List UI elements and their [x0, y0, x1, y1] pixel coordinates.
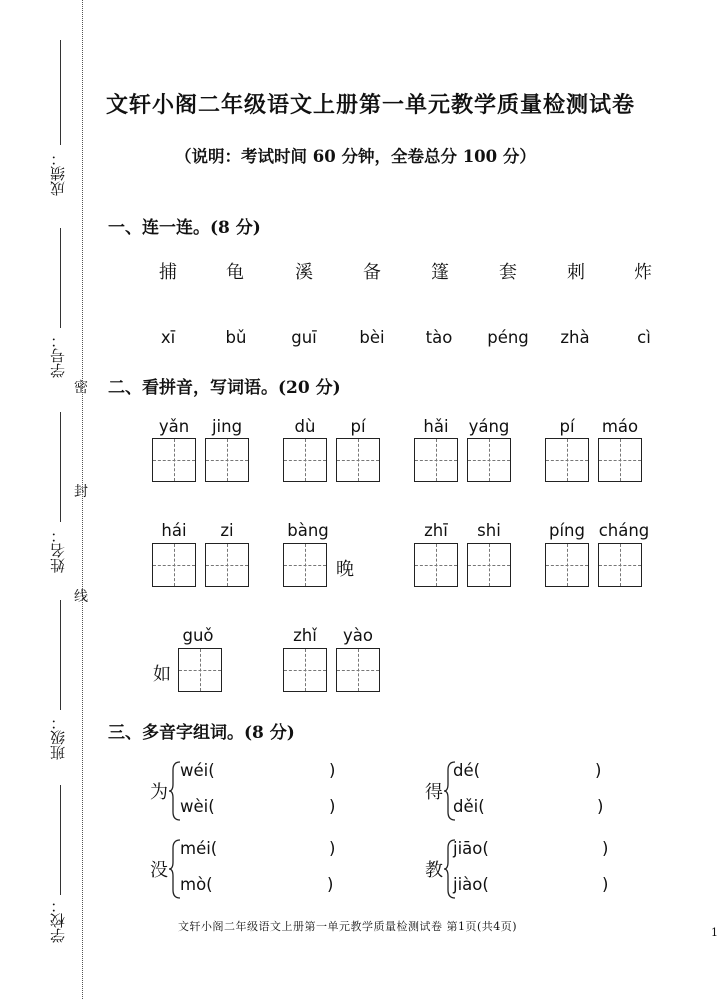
- writing-box[interactable]: [467, 438, 511, 482]
- writing-box[interactable]: [152, 543, 196, 587]
- pinyin-label: yào: [343, 626, 373, 645]
- writing-box[interactable]: [178, 648, 222, 692]
- margin-line: [60, 228, 61, 328]
- char-item: 刺: [567, 262, 585, 283]
- pinyin-item: bèi: [359, 328, 385, 347]
- pinyin-label: cháng: [598, 521, 650, 540]
- char-item: 套: [499, 262, 517, 283]
- pinyin-item: cì: [637, 328, 651, 347]
- polyphone-item: wèi(: [180, 797, 215, 816]
- polyphone-item: wéi(: [180, 761, 215, 780]
- word-prefix: 如: [153, 664, 171, 685]
- seal-mi: 密: [74, 380, 88, 396]
- school-label: 学校：: [49, 898, 67, 944]
- writing-box[interactable]: [467, 543, 511, 587]
- pinyin-item: zhà: [560, 328, 590, 347]
- writing-box[interactable]: [414, 438, 458, 482]
- pinyin-label: yáng: [468, 417, 510, 436]
- pinyin-label: guǒ: [182, 626, 214, 645]
- pinyin-label: bàng: [287, 521, 329, 540]
- polyphone-char: 为: [150, 782, 168, 803]
- close-paren: ): [329, 839, 336, 858]
- section1-heading: 一、连一连。(8 分): [108, 218, 261, 238]
- polyphone-item: mò(: [180, 875, 213, 894]
- writing-box[interactable]: [545, 438, 589, 482]
- pinyin-item: bǔ: [225, 328, 247, 347]
- pinyin-label: zhī: [424, 521, 448, 540]
- writing-box[interactable]: [598, 543, 642, 587]
- writing-box[interactable]: [205, 438, 249, 482]
- seal-xian: 线: [74, 589, 88, 605]
- polyphone-item: děi(: [453, 797, 485, 816]
- pinyin-label: yǎn: [158, 417, 190, 436]
- pinyin-item: guī: [291, 328, 317, 347]
- close-paren: ): [329, 797, 336, 816]
- margin-line: [60, 412, 61, 522]
- pinyin-label: hǎi: [423, 417, 449, 436]
- close-paren: ): [595, 761, 602, 780]
- char-item: 捕: [159, 262, 177, 283]
- pinyin-label: shi: [477, 521, 501, 540]
- polyphone-char: 教: [425, 860, 443, 881]
- polyphone-char: 得: [425, 782, 443, 803]
- word-suffix: 晚: [336, 559, 354, 580]
- margin-line: [60, 785, 61, 895]
- polyphone-item: jiào(: [453, 875, 489, 894]
- name-label: 姓名：: [49, 528, 67, 574]
- writing-box[interactable]: [283, 648, 327, 692]
- char-item: 龟: [226, 262, 244, 283]
- pinyin-label: hái: [161, 521, 187, 540]
- close-paren: ): [602, 839, 609, 858]
- pinyin-label: píng: [549, 521, 585, 540]
- writing-box[interactable]: [598, 438, 642, 482]
- pinyin-label: pí: [559, 417, 575, 436]
- writing-box[interactable]: [336, 648, 380, 692]
- writing-box[interactable]: [283, 438, 327, 482]
- char-item: 溪: [295, 262, 313, 283]
- exam-note: （说明：考试时间 60 分钟，全卷总分 100 分）: [175, 147, 536, 166]
- char-item: 篷: [431, 262, 449, 283]
- pinyin-label: dù: [294, 417, 316, 436]
- pinyin-label: pí: [350, 417, 366, 436]
- close-paren: ): [602, 875, 609, 894]
- pinyin-item: xī: [160, 328, 176, 347]
- char-item: 炸: [634, 262, 652, 283]
- close-paren: ): [329, 761, 336, 780]
- page-number: 1: [711, 926, 718, 939]
- pinyin-label: zhǐ: [293, 626, 317, 645]
- writing-box[interactable]: [205, 543, 249, 587]
- writing-box[interactable]: [152, 438, 196, 482]
- polyphone-item: méi(: [180, 839, 218, 858]
- seal-feng: 封: [74, 484, 88, 500]
- section2-heading: 二、看拼音，写词语。(20 分): [108, 378, 341, 398]
- pinyin-item: tào: [425, 328, 453, 347]
- char-item: 备: [363, 262, 381, 283]
- polyphone-item: jiāo(: [453, 839, 489, 858]
- section3-heading: 三、多音字组词。(8 分): [108, 723, 295, 743]
- close-paren: ): [597, 797, 604, 816]
- score-label: 成绩：: [49, 151, 67, 197]
- page-title: 文轩小阁二年级语文上册第一单元教学质量检测试卷: [106, 92, 636, 118]
- writing-box[interactable]: [283, 543, 327, 587]
- close-paren: ): [327, 875, 334, 894]
- writing-box[interactable]: [336, 438, 380, 482]
- pinyin-item: péng: [487, 328, 529, 347]
- student-number-label: 学号：: [49, 333, 67, 379]
- polyphone-char: 没: [150, 860, 168, 881]
- writing-box[interactable]: [414, 543, 458, 587]
- margin-line: [60, 600, 61, 710]
- class-label: 班级：: [49, 715, 67, 761]
- page-footer: 文轩小阁二年级语文上册第一单元教学质量检测试卷 第1页(共4页): [178, 920, 518, 933]
- pinyin-label: zi: [220, 521, 234, 540]
- polyphone-item: dé(: [453, 761, 481, 780]
- pinyin-label: jing: [211, 417, 243, 436]
- writing-box[interactable]: [545, 543, 589, 587]
- pinyin-label: máo: [601, 417, 639, 436]
- margin-line: [60, 40, 61, 145]
